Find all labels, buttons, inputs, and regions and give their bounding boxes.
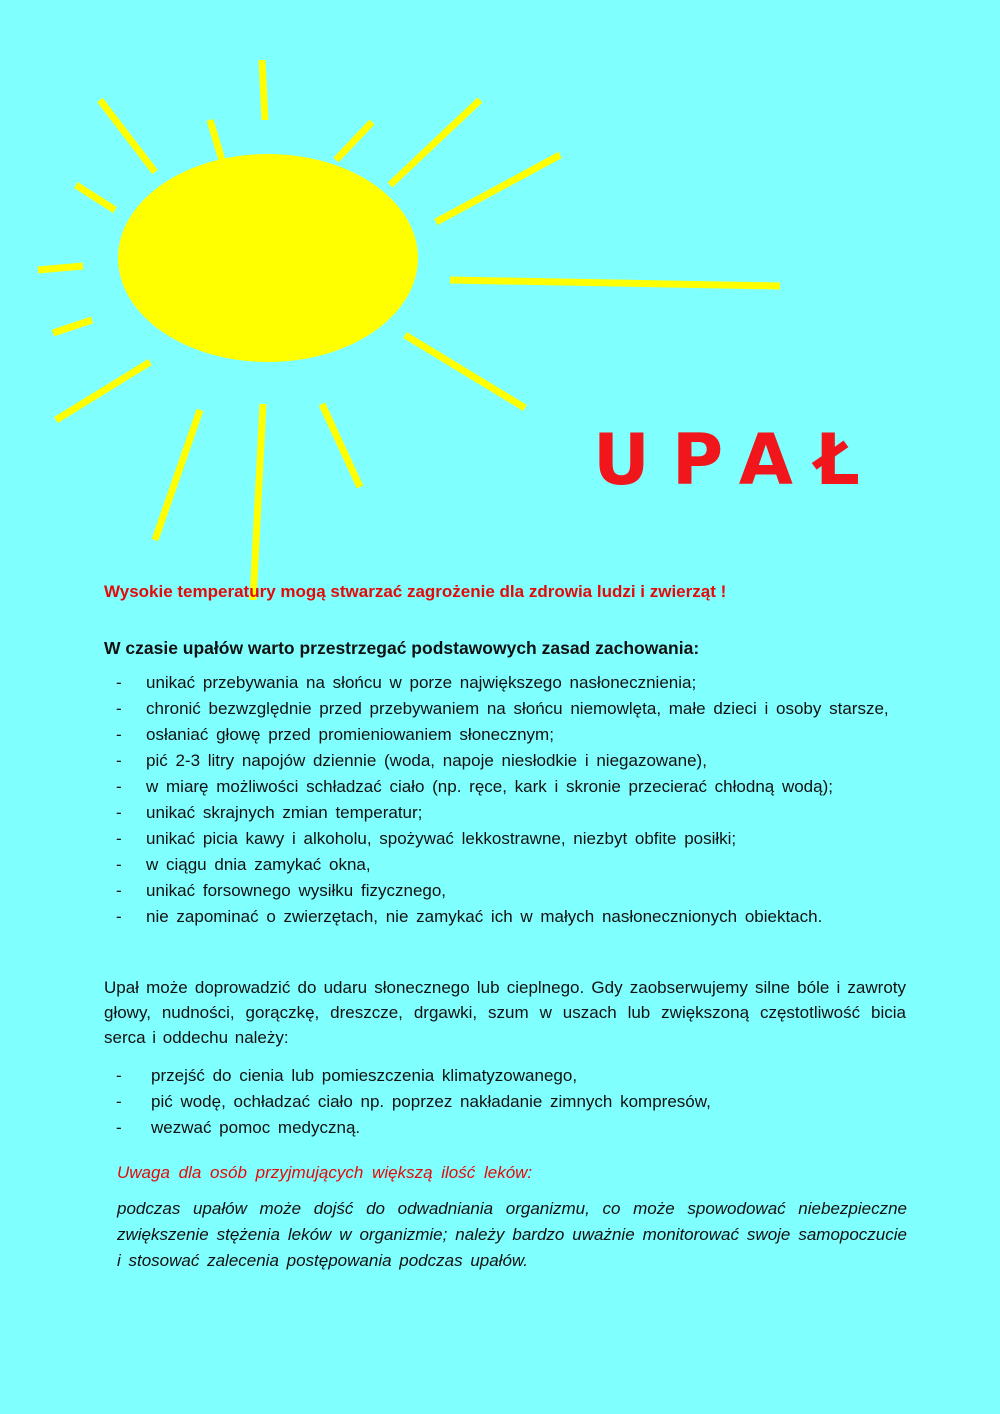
dash-bullet: -	[116, 829, 122, 848]
sun-ray	[76, 185, 115, 210]
list-item: - unikać skrajnych zmian temperatur;	[146, 800, 906, 826]
dash-bullet: -	[116, 699, 122, 718]
list-item: - unikać picia kawy i alkoholu, spożywać lekkostrawne, niezbyt obfite posiłki;	[146, 826, 906, 852]
dash-bullet: -	[116, 673, 122, 692]
sun-ray	[155, 410, 200, 540]
dash-bullet: -	[116, 881, 122, 900]
dash-bullet: -	[116, 751, 122, 770]
warning-text: Wysokie temperatury mogą stwarzać zagrożenie dla zdrowia ludzi i zwierząt !	[104, 582, 727, 601]
sun-icon	[0, 0, 1000, 600]
sun-ray	[53, 320, 92, 333]
dash-bullet: -	[116, 1118, 122, 1137]
list-item: - unikać przebywania na słońcu w porze największego nasłonecznienia;	[146, 670, 906, 696]
sun-ray	[336, 122, 372, 160]
sun-ray	[262, 60, 265, 120]
sun-ray	[436, 155, 560, 222]
sun-ray	[390, 100, 480, 185]
list-item: - pić wodę, ochładzać ciało np. poprzez nakładanie zimnych kompresów,	[151, 1089, 891, 1115]
dash-bullet: -	[116, 1066, 122, 1085]
dash-bullet: -	[116, 777, 122, 796]
page-title: UPAŁ	[593, 419, 882, 501]
list-item: - osłaniać głowę przed promieniowaniem słonecznym;	[146, 722, 906, 748]
list-item: - przejść do cienia lub pomieszczenia klimatyzowanego,	[151, 1063, 891, 1089]
sun-ray	[100, 100, 155, 172]
sun-ray	[56, 362, 150, 420]
actions-list	[116, 1063, 891, 1141]
sun-rays	[38, 60, 780, 600]
list-item: - nie zapominać o zwierzętach, nie zamykać ich w małych nasłonecznionych obiektach.	[146, 904, 906, 930]
heatstroke-paragraph: Upał może doprowadzić do udaru słonecznego lub cieplnego. Gdy zaobserwujemy silne bóle i zawroty głowy, nudności, gorączkę, dreszcze, drgawki, szum w uszach lub zwiększoną częstotliwość bicia serca i oddechu należy:	[104, 978, 906, 1047]
sun-ray	[405, 335, 525, 408]
list-item: - pić 2-3 litry napojów dziennie (woda, napoje niesłodkie i niegazowane),	[146, 748, 906, 774]
list-item: - w miarę możliwości schładzać ciało (np. ręce, kark i skronie przecierać chłodną wodą);	[146, 774, 906, 800]
dash-bullet: -	[116, 803, 122, 822]
list-item: - wezwać pomoc medyczną.	[151, 1115, 891, 1141]
sun-ray	[253, 404, 263, 600]
dash-bullet: -	[116, 907, 122, 926]
sun-ray	[450, 280, 780, 286]
note-text: podczas upałów może dojść do odwadniania organizmu, co może spowodować niebezpieczne zwiększenie stężenia leków w organizmie; należy bardzo uważnie monitorować swoje samopoczucie i stosować zalecenia postępowania podczas upałów.	[117, 1199, 907, 1270]
note-heading: Uwaga dla osób przyjmujących większą ilość leków:	[117, 1163, 533, 1182]
sun-ray	[322, 404, 360, 487]
list-item: - unikać forsownego wysiłku fizycznego,	[146, 878, 906, 904]
sun-ray	[210, 120, 222, 160]
dash-bullet: -	[116, 855, 122, 874]
sun-disc	[118, 154, 418, 362]
list-item: - w ciągu dnia zamykać okna,	[146, 852, 906, 878]
sun-ray	[38, 266, 83, 270]
intro-heading: W czasie upałów warto przestrzegać podstawowych zasad zachowania:	[104, 638, 700, 658]
dash-bullet: -	[116, 1092, 122, 1111]
list-item: - chronić bezwzględnie przed przebywaniem na słońcu niemowlęta, małe dzieci i osoby starsze,	[146, 696, 906, 722]
dash-bullet: -	[116, 725, 122, 744]
tips-list	[116, 670, 906, 930]
